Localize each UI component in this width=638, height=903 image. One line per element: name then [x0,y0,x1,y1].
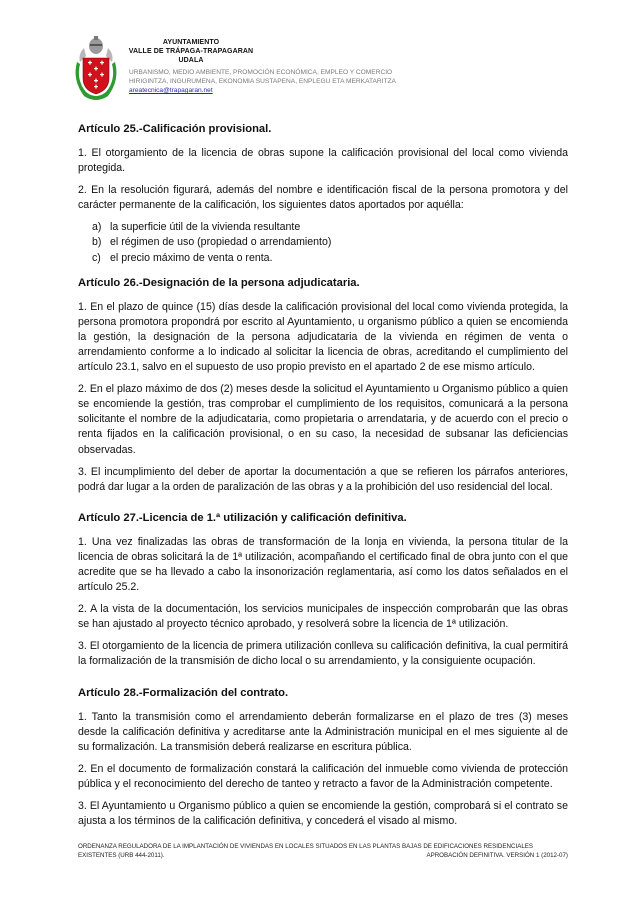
page-footer [78,842,568,860]
paragraph: 1. Una vez finalizadas las obras de transformación de la lonja en vivienda, la persona titular de la licencia de obras solicitará la de 1ª utilización, acompañando el certificado final de obra junto con el que acredite que se ha llevado a cabo la insonorización reglamentaria, así como los datos señalados en el artículo 25.2. [78,535,568,594]
paragraph: 3. El Ayuntamiento u Organismo público a quien se encomiende la gestión, comprobará si el contrato se ajusta a los términos de la calificación definitiva, y concederá el visado al mismo. [78,800,568,828]
list-item [78,235,568,250]
contact-email-link[interactable]: areatecnica@trapagaran.net [129,87,213,94]
paragraph: 2. A la vista de la documentación, los servicios municipales de inspección comprobarán que las obras se han ajustado al proyecto técnico aprobado, y resolverá sobre la licencia de 1ª utilización. [78,603,568,631]
title-line: AYUNTAMIENTO [162,39,220,46]
paragraph: 2. En el plazo máximo de dos (2) meses desde la solicitud el Ayuntamiento u Organismo público a quien se encomiende la gestión, tras comprobar el cumplimiento de los requisitos, comunicará a la persona solicitante el nombre de la adjudicataria, como propietaria o arrendataria, y de acuerdo con el precio o renta fijados en la calificación provisional, o en su caso, la necesidad de subsanar las deficiencias observadas. [78,383,568,456]
department-line-basque: HIRIGINTZA, INGURUMENA, EKONOMIA SUSTAPENA, ENPLEGU ETA MERKATARITZA [129,78,396,85]
paragraph: 3. El incumplimiento del deber de aportar la documentación a que se refieren los párrafos anteriores, podrá dar lugar a la orden de paralización de las obras y a la prohibición del uso residencial del local. [78,465,568,493]
paragraph: 2. En la resolución figurará, además del nombre e identificación fiscal de la persona promotora y del carácter permanente de la calificación, los siguientes datos aportados por aquélla: [78,184,568,212]
coat-of-arms-logo [70,34,122,104]
list-text: la superficie útil de la vivienda resultante [110,221,301,234]
article-title: Artículo 25.-Calificación provisional. [78,123,272,135]
list-text: el régimen de uso (propiedad o arrendamiento) [110,236,332,249]
municipality-title [118,38,264,65]
list-marker: c) [92,251,101,264]
title-line: VALLE DE TRÁPAGA-TRAPAGARAN [128,48,254,55]
footer-line [78,851,568,860]
paragraph: 2. En el documento de formalización constará la calificación del inmueble como vivienda de protección pública y el reconocimiento del derecho de tanteo y retracto a favor de la Administración competente. [78,762,568,790]
department-line-spanish: URBANISMO, MEDIO AMBIENTE, PROMOCIÓN ECONÓMICA, EMPLEO Y COMERCIO [129,69,393,76]
paragraph: 1. En el plazo de quince (15) días desde la calificación provisional del local como vivienda protegida, la persona promotora propondrá por escrito al Ayuntamiento, u organismo público a quien se encomienda la gestión, la designación de la persona adjudicataria de la vivienda en régimen de venta o arrendamiento conforme a lo indicado al solicitar la licencia de obras, acreditando el cumplimiento del artículo 23.1, salvo en el supuesto de uso propio previsto en el apartado 2 de ese mismo artículo. [78,300,568,374]
footer-version: APROBACIÓN DEFINITIVA. VERSIÓN 1 (2012-07) [426,852,568,859]
article-title: Artículo 27.-Licencia de 1.ª utilización y calificación definitiva. [78,511,407,524]
list-marker: b) [92,236,102,249]
data-list [78,220,568,265]
document-body [78,122,568,836]
list-item [78,220,568,235]
paragraph: 1. El otorgamiento de la licencia de obras supone la calificación provisional del local como vivienda protegida. [78,147,568,175]
article-title: Artículo 28.-Formalización del contrato. [78,686,289,699]
article-title: Artículo 26.-Designación de la persona adjudicataria. [78,276,360,289]
title-line: UDALA [178,57,204,64]
footer-line: ORDENANZA REGULADORA DE LA IMPLANTACIÓN DE VIVIENDAS EN LOCALES SITUADOS EN LAS PLANTAS BAJAS DE EDIFICACIONES RESIDENCIALES [78,843,534,850]
list-text: el precio máximo de venta o renta. [110,251,273,264]
paragraph: 1. Tanto la transmisión como el arrendamiento deberán formalizarse en el plazo de tres (3) meses desde la calificación definitiva y acreditarse ante la Administración municipal en el mes siguiente al de su formalización. La transmisión deberá realizarse en escritura pública. [78,710,568,753]
list-item [78,251,568,266]
paragraph: 3. El otorgamiento de la licencia de primera utilización conlleva su calificación definitiva, la cual permitirá la formalización de la transmisión de dicho local o su arrendamiento, y la consiguiente ocupación. [78,640,568,668]
list-marker: a) [92,221,102,234]
footer-reference: EXISTENTES (URB 444-2011). [78,852,165,859]
